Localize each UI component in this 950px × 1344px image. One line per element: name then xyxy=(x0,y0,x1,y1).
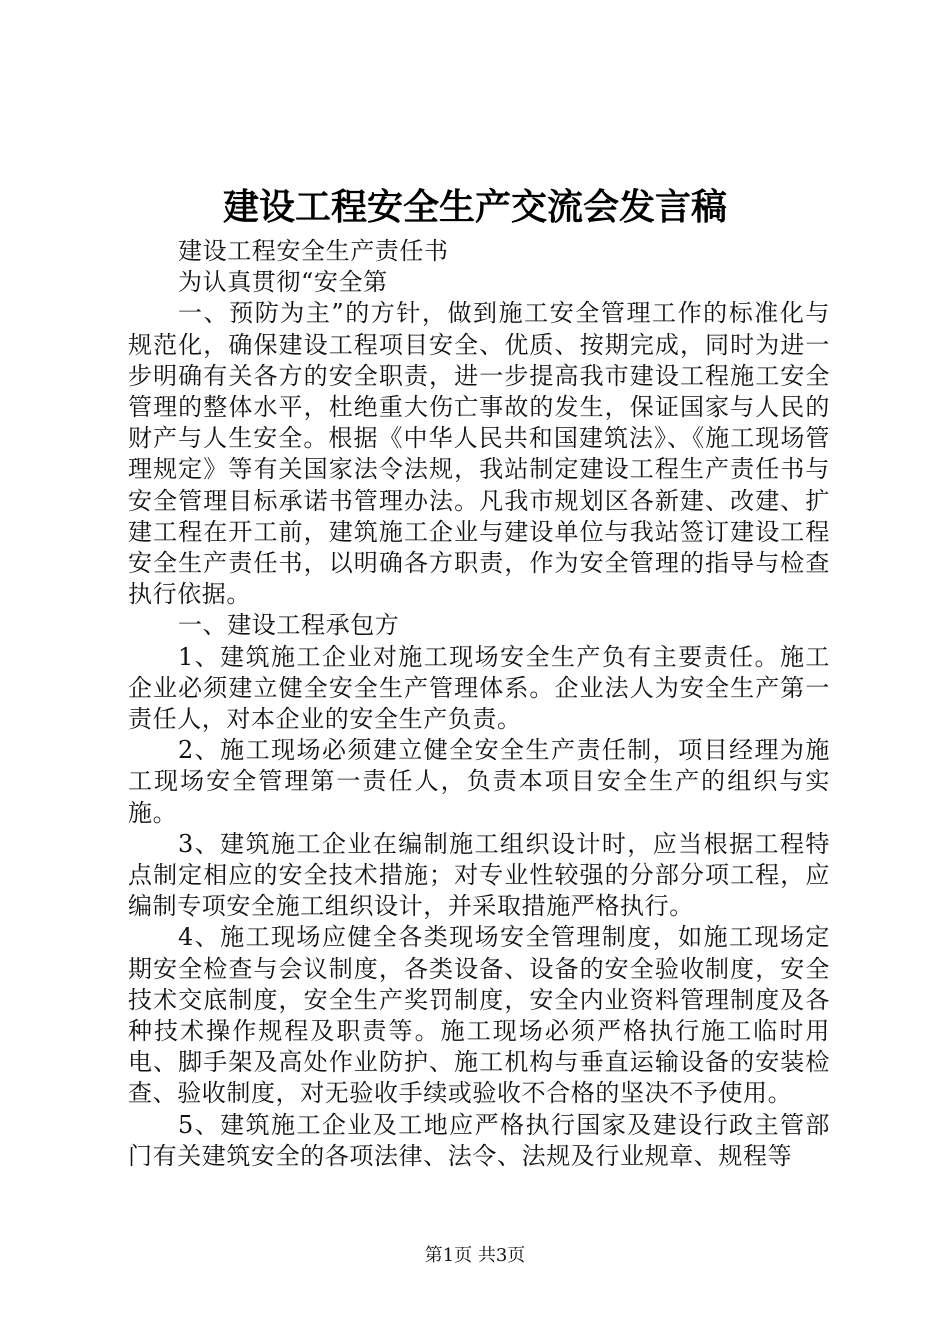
document-body xyxy=(128,236,830,1172)
paragraph: 5、建筑施工企业及工地应严格执行国家及建设行政主管部门有关建筑安全的各项法律、法令、法规及行业规章、规程等 xyxy=(128,1110,830,1170)
paragraph: 4、施工现场应健全各类现场安全管理制度，如施工现场定期安全检查与会议制度，各类设备、设备的安全验收制度，安全技术交底制度，安全生产奖罚制度，安全内业资料管理制度及各种技术操作规程及职责等。施工现场必须严格执行施工临时用电、脚手架及高处作业防护、施工机构与垂直运输设备的安装检查、验收制度，对无验收手续或验收不合格的坚决不予使用。 xyxy=(128,923,830,1108)
page-number-footer: 第1页 共3页 xyxy=(424,1245,526,1266)
paragraph: 一、预防为主”的方针，做到施工安全管理工作的标准化与规范化，确保建设工程项目安全、优质、按期完成，同时为进一步明确有关各方的安全职责，进一步提高我市建设工程施工安全管理的整体水平，杜绝重大伤亡事故的发生，保证国家与人民的财产与人生安全。根据《中华人民共和国建筑法》、《施工现场管理规定》等有关国家法令法规，我站制定建设工程生产责任书与安全管理目标承诺书管理办法。凡我市规划区各新建、改建、扩建工程在开工前，建筑施工企业与建设单位与我站签订建设工程安全生产责任书，以明确各方职责，作为安全管理的指导与检查执行依据。 xyxy=(128,299,830,609)
paragraph: 建设工程安全生产责任书 xyxy=(178,237,449,265)
paragraph: 一、建设工程承包方 xyxy=(178,611,400,640)
document-title: 建设工程安全生产交流会发言稿 xyxy=(222,187,727,228)
paragraph: 为认真贯彻“安全第 xyxy=(178,268,388,297)
paragraph: 3、建筑施工企业在编制施工组织设计时，应当根据工程特点制定相应的安全技术措施；对专业性较强的分部分项工程，应编制专项安全施工组织设计，并采取措施严格执行。 xyxy=(128,829,830,921)
paragraph: 1、建筑施工企业对施工现场安全生产负有主要责任。施工企业必须建立健全安全生产管理体系。企业法人为安全生产第一责任人，对本企业的安全生产负责。 xyxy=(128,642,830,734)
paragraph: 2、施工现场必须建立健全安全生产责任制，项目经理为施工现场安全管理第一责任人，负责本项目安全生产的组织与实施。 xyxy=(128,736,830,827)
